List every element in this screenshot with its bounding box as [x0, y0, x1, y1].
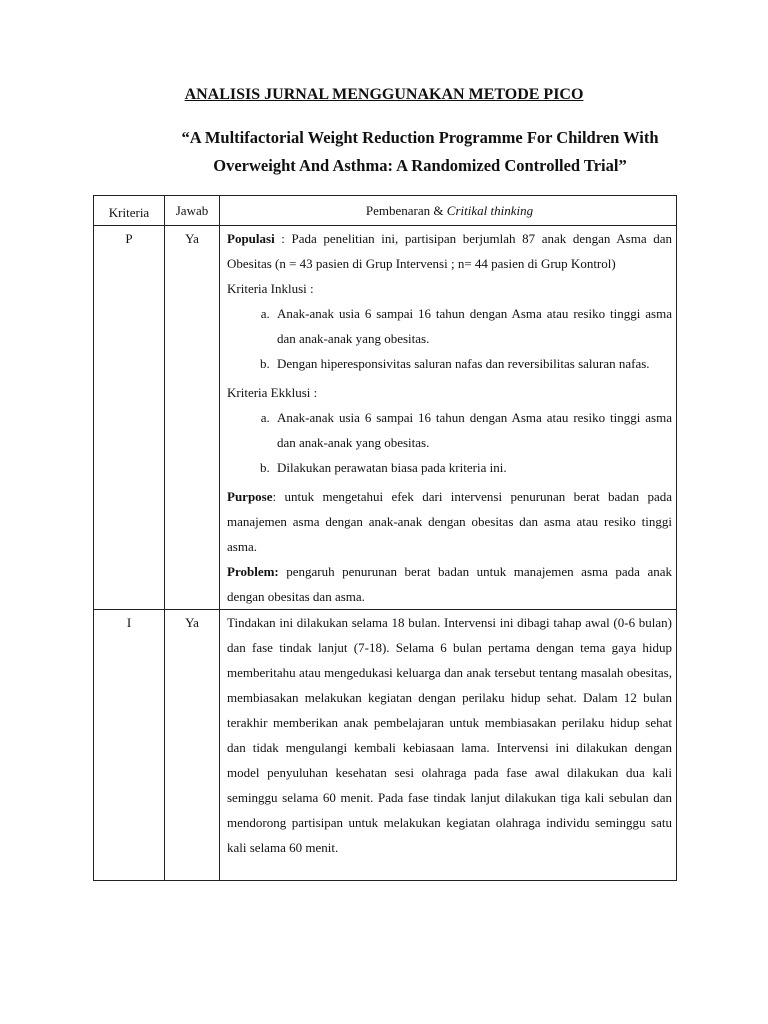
header-jawab: Jawab: [165, 196, 220, 226]
intervention-paragraph: Tindakan ini dilakukan selama 18 bulan. Intervensi ini dibagi tahap awal (0-6 bulan) dan fase tindak lanjut (7-18). Selama 6 bulan pertama dengan tema gaya hidup memberitahu atau mengedukasi keluarga dan anak tersebut tentang masalah obesitas, membiasakan melakukan kegiatan dengan perilaku hidup sehat. Dalam 12 bulan terakhir memberikan anak pembelajaran untuk membiasakan perilaku hidup sehat dan tidak mengulangi kembali kebiasaan lama. Intervensi ini dilakukan dengan model penyuluhan kesehatan sesi olahraga pada fase awal dilakukan dua kali seminggu selama 60 menit. Pada fase tindak lanjut dilakukan tiga kali sebulan dan mendorong partisipan untuk melakukan kegiatan olahraga individu seminggu satu kali selama 60 menit.: [227, 615, 672, 855]
problem-paragraph: Problem: pengaruh penurunan berat badan untuk manajemen asma pada anak dengan obesitas dan asma.: [227, 564, 672, 604]
table-header-row: [94, 196, 677, 226]
inklusi-label: Kriteria Inklusi :: [227, 281, 314, 296]
ekslusi-list: [227, 405, 672, 480]
cell-justification-i: [220, 610, 677, 881]
purpose-paragraph: Purpose: untuk mengetahui efek dari intervensi penurunan berat badan pada manajemen asma dengan anak-anak dengan obesitas dan asma atau resiko tinggi asma.: [227, 489, 672, 554]
journal-title-line-2: Overweight And Asthma: A Randomized Controlled Trial”: [213, 156, 627, 175]
list-item: b. Dilakukan perawatan biasa pada kriteria ini.: [273, 455, 672, 480]
document-title: ANALISIS JURNAL MENGGUNAKAN METODE PICO: [184, 86, 584, 103]
ekslusi-label: Kriteria Ekklusi :: [227, 385, 318, 400]
header-justification: Pembenaran & Critikal thinking: [220, 196, 677, 226]
journal-title: [150, 124, 690, 180]
cell-justification-p: [220, 226, 677, 610]
cell-jawab-p: Ya: [165, 226, 220, 610]
list-item: b. Dengan hiperesponsivitas saluran nafas dan reversibilitas saluran nafas.: [273, 351, 672, 376]
list-item: a. Anak-anak usia 6 sampai 16 tahun dengan Asma atau resiko tinggi asma dan anak-anak yang obesitas.: [273, 405, 672, 455]
cell-kriteria-i: I: [94, 610, 165, 881]
table-row-i: [94, 610, 677, 881]
cell-jawab-i: Ya: [165, 610, 220, 881]
populasi-paragraph: Populasi : Pada penelitian ini, partisipan berjumlah 87 anak dengan Asma dan Obesitas (n = 43 pasien di Grup Intervensi ; n= 44 pasien di Grup Kontrol): [227, 231, 672, 271]
cell-kriteria-p: P: [94, 226, 165, 610]
pico-table: [93, 195, 677, 881]
table-row-p: [94, 226, 677, 610]
inklusi-list: [227, 301, 672, 376]
journal-title-line-1: “A Multifactorial Weight Reduction Programme For Children With: [181, 128, 659, 147]
list-item: a. Anak-anak usia 6 sampai 16 tahun dengan Asma atau resiko tinggi asma dan anak-anak yang obesitas.: [273, 301, 672, 351]
header-kriteria: Kriteria: [94, 196, 165, 226]
